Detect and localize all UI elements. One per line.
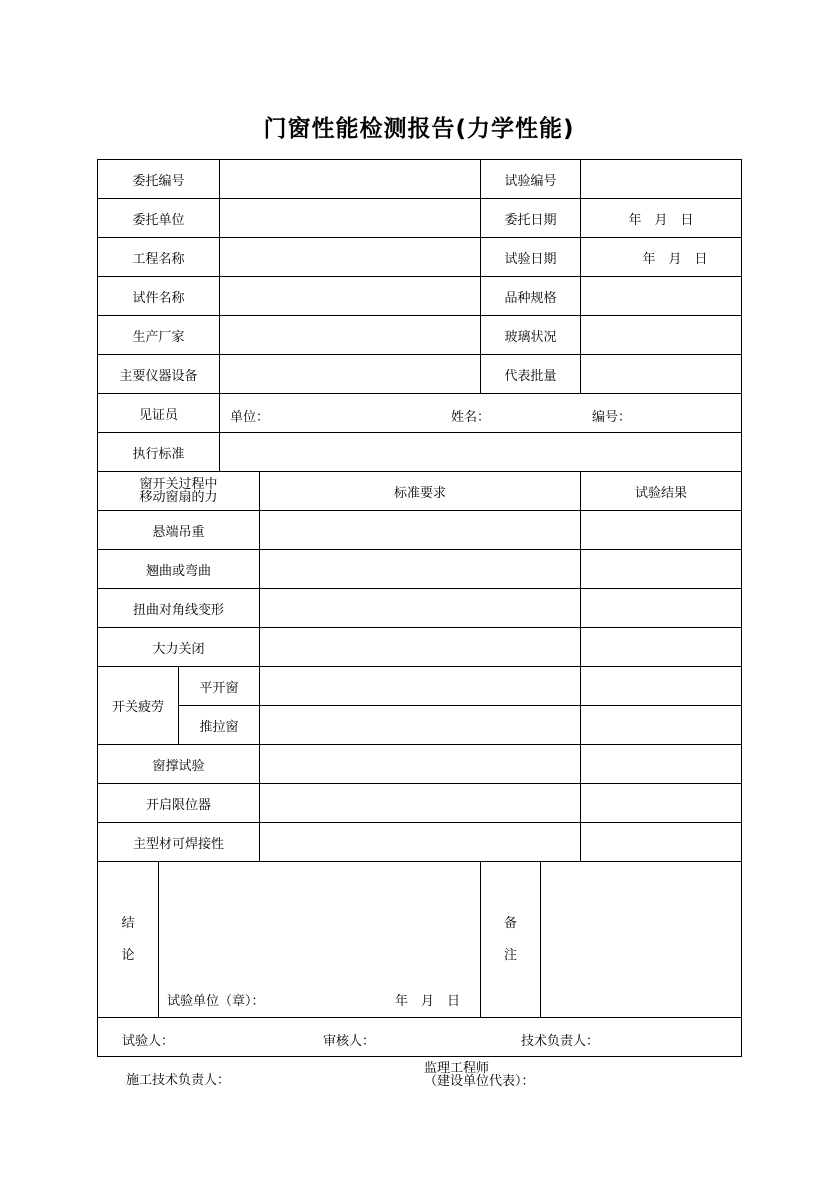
remarks-label-1: 备 <box>503 915 517 931</box>
report-table <box>97 159 742 1057</box>
fatigue-sub-sliding: 推拉窗 <box>179 706 260 745</box>
test-row <box>98 823 742 862</box>
remarks-field[interactable] <box>541 862 742 1018</box>
result-cell[interactable] <box>581 745 742 784</box>
conclusion-row <box>98 862 742 1018</box>
info-label-2: 试验编号 <box>481 160 581 199</box>
witness-label: 见证员 <box>98 394 220 433</box>
witness-row <box>98 394 742 433</box>
info-row <box>98 238 742 277</box>
requirement-cell[interactable] <box>260 628 581 667</box>
conclusion-date: 年 月 日 <box>395 994 461 1009</box>
result-cell[interactable] <box>581 511 742 550</box>
signature-row <box>98 1018 742 1057</box>
requirement-cell[interactable] <box>260 745 581 784</box>
test-item: 主型材可焊接性 <box>98 823 260 862</box>
test-row <box>98 745 742 784</box>
test-item: 悬端吊重 <box>98 511 260 550</box>
requirement-cell[interactable] <box>260 589 581 628</box>
conclusion-field[interactable] <box>159 862 481 1018</box>
witness-unit-label: 单位： <box>230 410 270 425</box>
info-value[interactable] <box>220 199 481 238</box>
info-row <box>98 199 742 238</box>
info-row <box>98 277 742 316</box>
info-row <box>98 160 742 199</box>
requirement-cell[interactable] <box>260 706 581 745</box>
info-label: 主要仪器设备 <box>98 355 220 394</box>
page-title: 门窗性能检测报告(力学性能) <box>263 116 575 142</box>
info-row <box>98 355 742 394</box>
construction-lead-label: 施工技术负责人： <box>126 1073 231 1088</box>
standard-value[interactable] <box>220 433 742 472</box>
conclusion-label-2: 论 <box>121 947 135 963</box>
header-line1: 窗开关过程中 <box>139 477 218 492</box>
result-cell[interactable] <box>581 784 742 823</box>
supervisor-line2: （建设单位代表）： <box>424 1074 535 1089</box>
info-label: 工程名称 <box>98 238 220 277</box>
test-row <box>98 628 742 667</box>
fatigue-row-1 <box>98 667 742 706</box>
unit-stamp-label: 试验单位（章）： <box>167 994 265 1009</box>
info-value-2[interactable] <box>581 277 742 316</box>
info-row <box>98 316 742 355</box>
witness-number-label: 编号： <box>592 410 632 425</box>
info-label: 委托编号 <box>98 160 220 199</box>
conclusion-label-1: 结 <box>121 915 135 931</box>
info-value-2[interactable]: 年 月 日 <box>581 199 742 238</box>
fatigue-row-2 <box>98 706 742 745</box>
test-row <box>98 784 742 823</box>
info-value[interactable] <box>220 238 481 277</box>
result-cell[interactable] <box>581 550 742 589</box>
supervisor-line1: 监理工程师 <box>424 1061 490 1076</box>
requirement-cell[interactable] <box>260 823 581 862</box>
result-cell[interactable] <box>581 667 742 706</box>
fatigue-label: 开关疲劳 <box>98 667 179 745</box>
fatigue-sub-casement: 平开窗 <box>179 667 260 706</box>
supervisor-label <box>424 1062 535 1088</box>
info-label-2: 玻璃状况 <box>481 316 581 355</box>
result-header: 试验结果 <box>581 472 742 511</box>
requirement-cell[interactable] <box>260 784 581 823</box>
info-value[interactable] <box>220 277 481 316</box>
tester-label: 试验人： <box>122 1033 175 1049</box>
test-row <box>98 550 742 589</box>
result-cell[interactable] <box>581 706 742 745</box>
result-cell[interactable] <box>581 589 742 628</box>
result-cell[interactable] <box>581 823 742 862</box>
standard-label: 执行标准 <box>98 433 220 472</box>
test-header-row <box>98 472 742 511</box>
requirement-cell[interactable] <box>260 550 581 589</box>
test-row <box>98 589 742 628</box>
info-label-2: 试验日期 <box>481 238 581 277</box>
info-label-2: 品种规格 <box>481 277 581 316</box>
requirement-cell[interactable] <box>260 667 581 706</box>
info-label-2: 委托日期 <box>481 199 581 238</box>
info-value-2[interactable] <box>581 355 742 394</box>
header-line2: 移动窗扇的力 <box>139 490 218 505</box>
test-item: 窗撑试验 <box>98 745 260 784</box>
tech-lead-label: 技术负责人： <box>521 1033 600 1049</box>
remarks-label-2: 注 <box>503 947 517 963</box>
standard-row <box>98 433 742 472</box>
conclusion-label <box>98 862 159 1018</box>
test-item: 开启限位器 <box>98 784 260 823</box>
info-label: 委托单位 <box>98 199 220 238</box>
info-value[interactable] <box>220 355 481 394</box>
remarks-label <box>481 862 541 1018</box>
test-item: 扭曲对角线变形 <box>98 589 260 628</box>
witness-field[interactable] <box>220 394 742 433</box>
test-row <box>98 511 742 550</box>
test-item: 翘曲或弯曲 <box>98 550 260 589</box>
test-item-header <box>98 472 260 511</box>
info-value[interactable] <box>220 160 481 199</box>
info-label-2: 代表批量 <box>481 355 581 394</box>
requirement-header: 标准要求 <box>260 472 581 511</box>
signature-cell <box>98 1018 742 1057</box>
info-label: 试件名称 <box>98 277 220 316</box>
test-item: 大力关闭 <box>98 628 260 667</box>
result-cell[interactable] <box>581 628 742 667</box>
info-value-2[interactable] <box>581 160 742 199</box>
reviewer-label: 审核人： <box>323 1033 376 1049</box>
info-value[interactable] <box>220 316 481 355</box>
info-value-2[interactable]: 年 月 日 <box>581 238 742 277</box>
witness-name-label: 姓名： <box>451 410 491 425</box>
info-value-2[interactable] <box>581 316 742 355</box>
requirement-cell[interactable] <box>260 511 581 550</box>
info-label: 生产厂家 <box>98 316 220 355</box>
